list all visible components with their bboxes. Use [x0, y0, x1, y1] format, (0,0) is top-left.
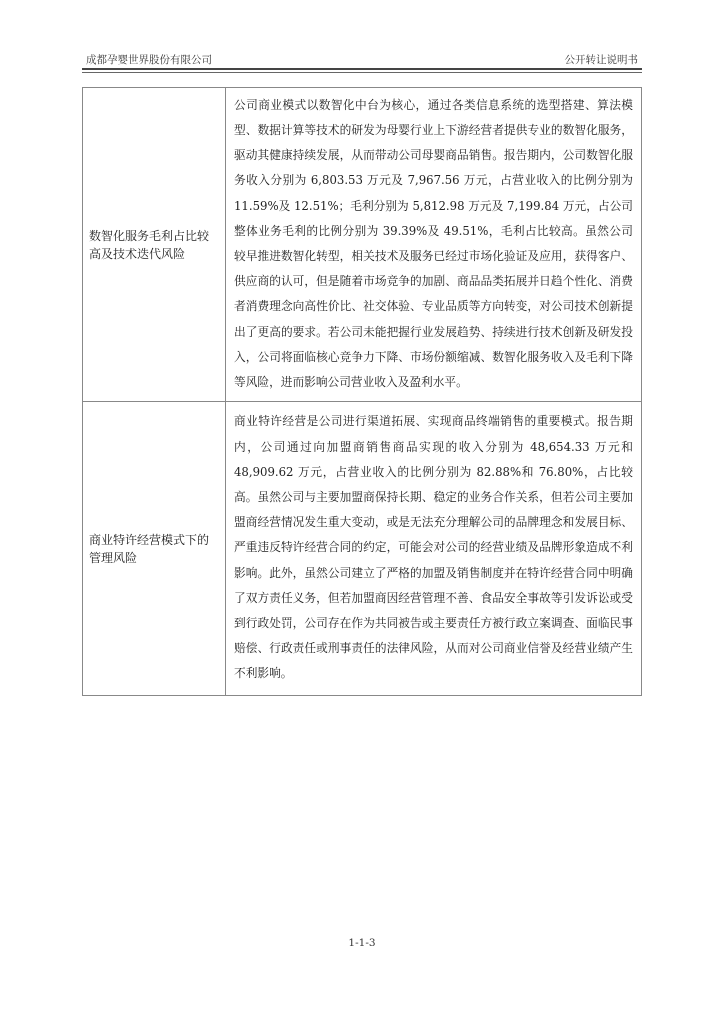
- header-company-name: 成都孕婴世界股份有限公司: [86, 54, 212, 66]
- risk-factors-table: [82, 87, 642, 696]
- page-header: [86, 52, 638, 68]
- risk-description-cell: 公司商业模式以数智化中台为核心，通过各类信息系统的选型搭建、算法模型、数据计算等技术的研发为母婴行业上下游经营者提供专业的数智化服务，驱动其健康持续发展，从而带动公司母婴商品销售。报告期内，公司数智化服务收入分别为 6,803.53 万元及 7,967.56 万元，占营业收入的比例分别为 11.59%及 12.51%；毛利分别为 5,812.98 万元及 7,199.84 万元，占公司整体业务毛利的比例分别为 39.39%及 49.51%，毛利占比较高。虽然公司较早推进数智化转型，相关技术及服务已经过市场化验证及应用，获得客户、供应商的认可，但是随着市场竞争的加剧、商品品类拓展并日趋个性化、消费者消费理念向高性价比、社交体验、专业品质等方向转变，对公司技术创新提出了更高的要求。若公司未能把握行业发展趋势、持续进行技术创新及研发投入，公司将面临核心竞争力下降、市场份额缩减、数智化服务收入及毛利下降等风险，进而影响公司营业收入及盈利水平。: [226, 88, 642, 402]
- header-document-title: 公开转让说明书: [564, 54, 638, 66]
- page-number: 1-1-3: [348, 937, 376, 949]
- table-row: [83, 402, 642, 696]
- header-rule-thin: [82, 72, 642, 73]
- risk-name-cell: 数智化服务毛利占比较高及技术迭代风险: [83, 88, 226, 402]
- risk-name-cell: 商业特许经营模式下的管理风险: [83, 402, 226, 696]
- table-row: [83, 88, 642, 402]
- header-rule: [82, 68, 642, 70]
- risk-description-cell: 商业特许经营是公司进行渠道拓展、实现商品终端销售的重要模式。报告期内，公司通过向加盟商销售商品实现的收入分别为 48,654.33 万元和 48,909.62 万元，占营业收入的比例分别为 82.88%和 76.80%，占比较高。虽然公司与主要加盟商保持长期、稳定的业务合作关系，但若公司主要加盟商经营情况发生重大变动，或是无法充分理解公司的品牌理念和发展目标、严重违反特许经营合同的约定，可能会对公司的经营业绩及品牌形象造成不利影响。此外，虽然公司建立了严格的加盟及销售制度并在特许经营合同中明确了双方责任义务，但若加盟商因经营管理不善、食品安全事故等引发诉讼或受到行政处罚，公司存在作为共同被告或主要责任方被行政立案调查、面临民事赔偿、行政责任或刑事责任的法律风险，从而对公司商业信誉及经营业绩产生不利影响。: [226, 402, 642, 696]
